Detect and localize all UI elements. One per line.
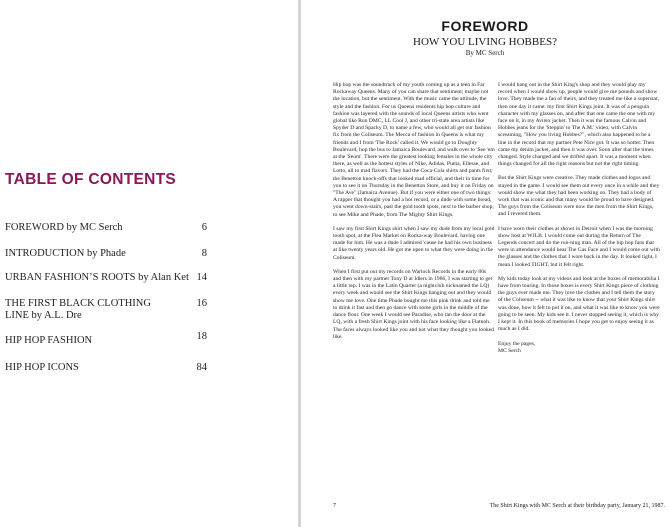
toc-entry-title: THE FIRST BLACK CLOTHING LINE by A.L. Dre [5, 298, 151, 321]
toc-title: TABLE OF CONTENTS [5, 171, 176, 188]
foreword-paragraph: I have worn their clothes at shows in Detroit when I was the morning show host at WJLB. I would come out during the Return of The Legends concert and do the run-ning man. All of the hip hop fans that were in attendance would hear The Gas Face and I would come out with the glasses and the clothes that I wore back in the day. It looked tight, I mean I looked TIGHT, but it felt right. [498, 225, 660, 268]
toc-entry-page: 18 [196, 331, 207, 342]
toc-entry-page: 8 [201, 248, 207, 259]
toc-entry-page: 14 [196, 272, 207, 283]
toc-entry-title: INTRODUCTION by Phade [5, 248, 126, 259]
left-page [0, 0, 298, 527]
toc-entry-title: HIP HOP ICONS [5, 362, 79, 373]
foreword-signature: MC Serch [498, 347, 521, 354]
foreword-column-right [498, 82, 660, 362]
foreword-paragraph: Hip hop was the soundtrack of my youth coming up as a teen in Far Rockaway Queens. Many of you can share that sentiment; maybe not the location, but the sentiment. With the music came the attitude, the style and the fashion. For us Queens residents hip hop culture and fashion was layered with the sounds of local Queens artists who went global like Run DMC, LL Cool J, and other tri-state area artists like Spyder D and Spacky D, to name a few, who would all get our fashion fix from the Coliseum. The Mecca of fashion in Queens is what my friends and I from 'The Rock' called it. We would go to Doughty Boulevard, hop the bus to Jamaica Boulevard, and walk over to 'See 'em at the 'Seum'. There were the greatest looking females in the whole city there, as well as the hottest styles of Nike, Adidas, Puma, Ellesse, and Lotto, all to mad flavors. They had the Coca-Cola shirts and pants first; the Benetton knock-offs that looked mad official, and their in time for you to see it on Thursday in the Benetton Store, and buy it on Friday on "The Ave" (Jamaica Avenue). But if you were either one of two things: A rapper that thought you had a hot record, or a dude with some bread, you went down-stairs, past the gold tooth spots, next to the barber shop, to see Mike and Phade, from The Mighty Shirt Kings. [333, 82, 495, 218]
photo-caption: The Shirt Kings with MC Serch at their birthday party, January 21, 1987. [489, 503, 665, 509]
page-number: 7 [333, 503, 336, 509]
toc-entry-page: 6 [201, 222, 207, 233]
foreword-paragraph: But the Shirt Kings were creative. They made clothes and logos and stayed in the game. I would see them out every once in a while and they would show me what they had been working on. They had a body of work that was iconic and that many would be proud to have designed. The guys from the Coliseum were now the men from the Shirt Kings, and I revered them. [498, 175, 660, 218]
foreword-paragraph: When I first put out my records on Warlock Records in the early 80s and then with my partner Tony D at Idlers in 1986, I was starting to get a little rep. I was in the Latin Quarter (a nightclub nicknamed the LQ) every week and would see the Shirt Kings hanging out and they would show me love. One time Phade bought me this pink drink and told me to drink it fast and then go dance with some girls in the middle of the dance floor. One week I would see Paradise, who ran the door at the LQ, with a fresh Shirt Kings joint with his face looking like a Flatnoh. The faces always looked like you and not what they thought you looked like. [333, 268, 494, 340]
toc-entry-title: HIP HOP FASHION [5, 335, 93, 346]
foreword-subtitle: HOW YOU LIVING HOBBES? [413, 36, 557, 48]
toc-entry-page: 16 [196, 298, 207, 309]
foreword-title: FOREWORD [441, 18, 529, 34]
foreword-paragraph: My kids today look at my videos and look at the boxes of memorabilia I have from touring. In those boxes is every Shirt Kings piece of clothing the guys ever made me. They love the clothes and I tell them the story of the Coliseum -- what it was like to know that your Shirt Kings shirt was done, how it felt to put it on, and what it was like to know you were going to be seen. My kids see it. I never stopped seeing it, which is why I kept it. In this book of memories I hope you get to enjoy seeing it as much as I did. [498, 275, 660, 333]
toc-entry-page: 84 [196, 362, 207, 373]
foreword-signoff: Enjoy the pages, [498, 340, 536, 347]
foreword-paragraph: I would hang out in the Shirt King's shop and they would play my record when I would show up, people would give me pounds and show love. They made me a fan of theirs, and they treated me like a superstar, then one day it came: my first Shirt Kings joint. It was of a penguin character with my glasses on, and after that one came the one with my face on it, in my Avirex jacket. Then it was the famous Calvin and Hobbes jeans for the 'Steppin' to The A.M.' video, with Calvin screaming, "How you living Hobbes?", which also happened to be a line in the record that my partner Pete Nice got. It was so hotter. Then came my denim jacket, and then it was over. Soon after that the times changed. Style changed and we drifted apart. It was a moment when things changed for all the right reasons but not the right timing. [498, 82, 660, 168]
toc-entry-title: FOREWORD by MC Serch [5, 222, 123, 233]
right-page [301, 0, 669, 527]
foreword-byline: By MC Serch [465, 49, 505, 57]
toc-entry-title: URBAN FASHION’S ROOTS by Alan Ket [5, 272, 189, 283]
foreword-column-left [333, 82, 495, 348]
foreword-paragraph: I saw my first Shirt Kings shirt when I saw my dude from my local gold tooth spot, at the Flea Market on Rocka-way Boulevard, having one made for him. He was a dude I admired 'cause he had his own business at like twenty years old. He got me open to what they were doing in the Coliseum. [333, 225, 495, 261]
